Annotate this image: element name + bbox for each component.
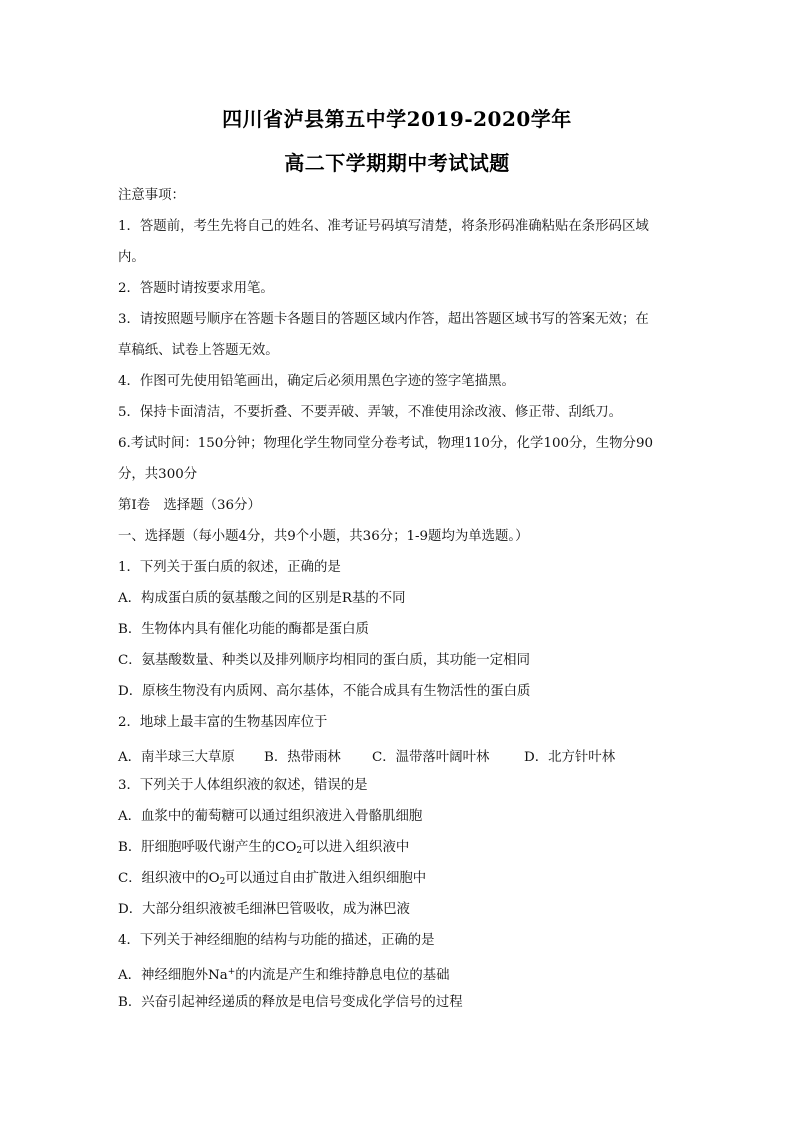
question-1-stem: 1．下列关于蛋白质的叙述，正确的是 (118, 560, 341, 575)
question-1-option-c: C．氨基酸数量、种类以及排列顺序均相同的蛋白质，其功能一定相同 (118, 653, 530, 668)
q3c-text-post: 可以通过自由扩散进入组织细胞中 (225, 871, 427, 886)
notice-heading: 注意事项： (118, 188, 185, 203)
question-4-option-a (118, 963, 450, 985)
notice-1-line1: 1．答题前，考生先将自己的姓名、准考证号码填写清楚，将条形码准确粘贴在条形码区域 (118, 219, 649, 234)
question-1-option-a: A．构成蛋白质的氨基酸之间的区别是R基的不同 (118, 591, 406, 606)
q3b-subscript: 2 (296, 846, 303, 856)
question-2-option-b: B．热带雨林 (264, 750, 341, 765)
question-4-stem: 4．下列关于神经细胞的结构与功能的描述，正确的是 (118, 933, 435, 948)
question-3-option-b (118, 839, 409, 860)
notice-5: 5．保持卡面清洁，不要折叠、不要弄破、弄皱，不准使用涂改液、修正带、刮纸刀。 (118, 405, 622, 420)
exam-title-line2: 高二下学期期中考试试题 (284, 151, 510, 175)
notice-6-line2: 分，共300分 (118, 467, 198, 482)
exam-title-line1: 四川省泸县第五中学2019-2020学年 (222, 107, 572, 131)
question-3-option-d: D．大部分组织液被毛细淋巴管吸收，成为淋巴液 (118, 902, 410, 917)
question-2-option-a: A．南半球三大草原 (118, 750, 235, 765)
q3c-text-pre: C．组织液中的O (118, 871, 220, 886)
q4a-text-post: 的内流是产生和维持静息电位的基础 (235, 968, 450, 983)
notice-6-line1: 6.考试时间：150分钟；物理化学生物同堂分卷考试，物理110分，化学100分，生物分90 (118, 436, 653, 451)
q4a-superscript: + (227, 967, 236, 977)
notice-3-line2: 草稿纸、试卷上答题无效。 (118, 343, 279, 358)
q3b-text-post: 可以进入组织液中 (302, 840, 410, 855)
question-1-option-b: B．生物体内具有催化功能的酶都是蛋白质 (118, 622, 369, 637)
notice-2: 2．答题时请按要求用笔。 (118, 281, 274, 296)
q3c-subscript: 2 (219, 877, 226, 887)
section-intro: 一、选择题（每小题4分，共9个小题，共36分；1-9题均为单选题。） (118, 529, 529, 544)
question-3-option-a: A．血浆中的葡萄糖可以通过组织液进入骨骼肌细胞 (118, 809, 423, 824)
notice-4: 4．作图可先使用铅笔画出，确定后必须用黑色字迹的签字笔描黑。 (118, 374, 515, 389)
question-4-option-b: B．兴奋引起神经递质的释放是电信号变成化学信号的过程 (118, 995, 463, 1010)
q3b-text-pre: B．肝细胞呼吸代谢产生的CO (118, 840, 297, 855)
notice-1-line2: 内。 (118, 250, 145, 265)
question-1-option-d: D．原核生物没有内质网、高尔基体，不能合成具有生物活性的蛋白质 (118, 684, 531, 699)
question-2-options (118, 746, 678, 764)
question-3-option-c (118, 870, 426, 891)
question-2-stem: 2．地球上最丰富的生物基因库位于 (118, 715, 328, 730)
question-2-option-c: C．温带落叶阔叶林 (372, 750, 490, 765)
section-part-heading: 第I卷 选择题（36分） (118, 498, 261, 513)
q4a-text-pre: A．神经细胞外Na (118, 968, 228, 983)
notice-3-line1: 3．请按照题号顺序在答题卡各题目的答题区域内作答，超出答题区域书写的答案无效；在 (118, 312, 649, 327)
question-2-option-d: D．北方针叶林 (524, 750, 616, 765)
question-3-stem: 3．下列关于人体组织液的叙述，错误的是 (118, 778, 368, 793)
